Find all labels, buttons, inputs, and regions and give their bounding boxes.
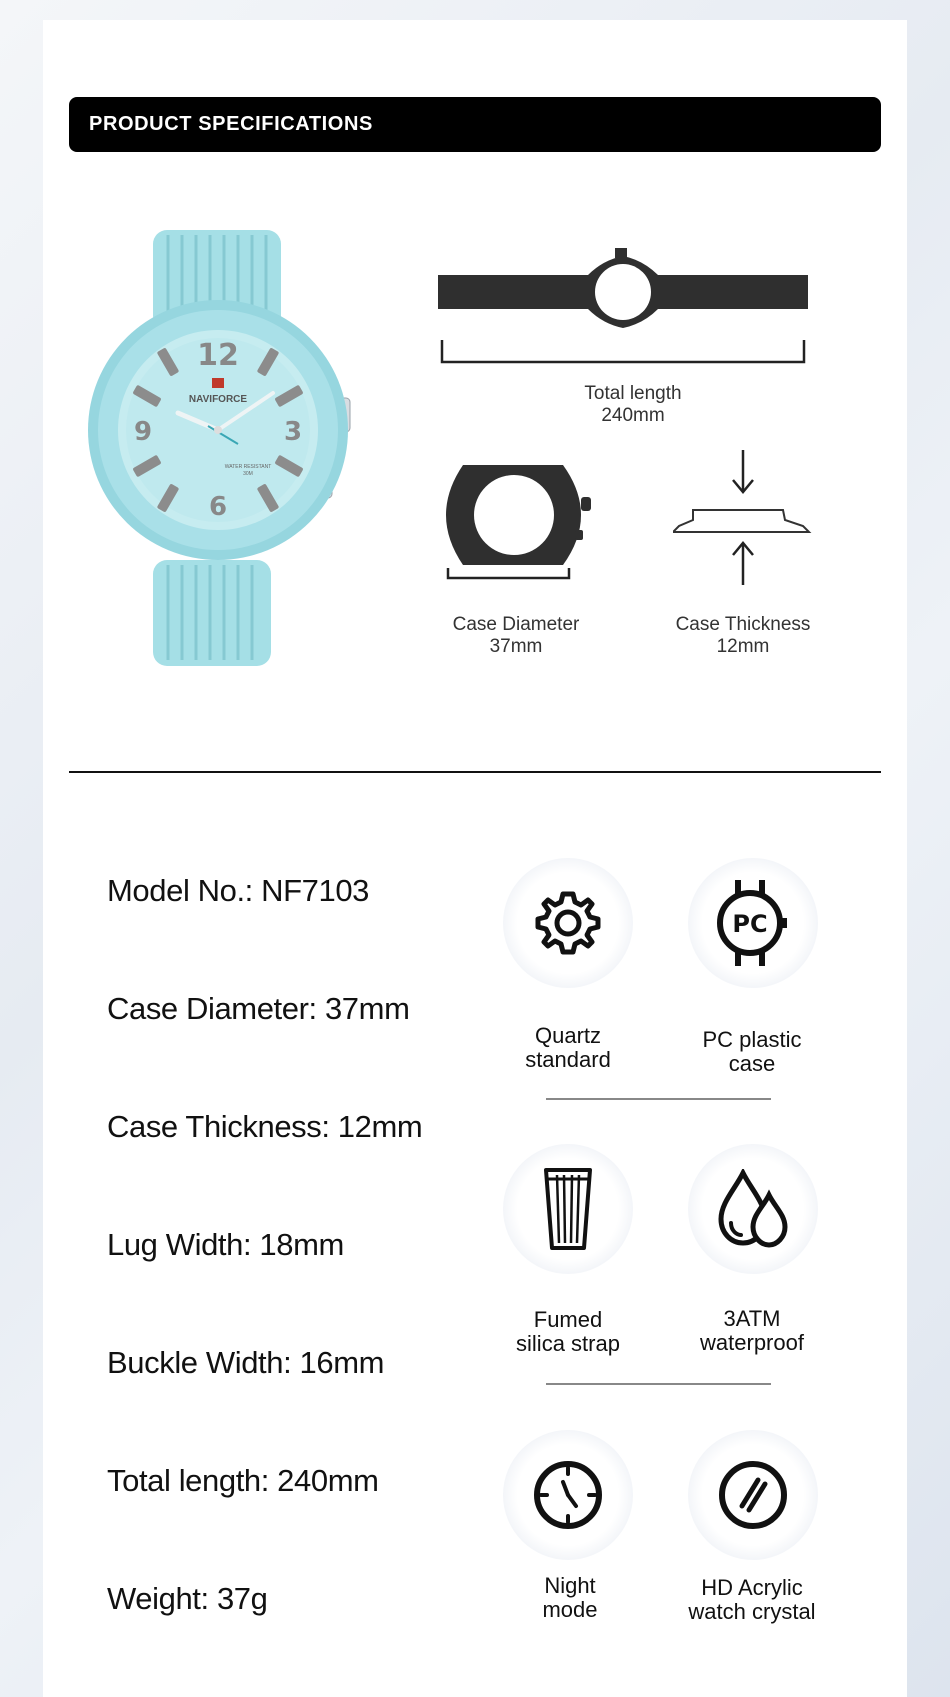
strap-icon (543, 1167, 593, 1251)
spec-total-length: Total length: 240mm (107, 1463, 379, 1498)
case-thickness-diagram (673, 450, 813, 590)
dial-3-numeral: 3 (283, 417, 303, 447)
feature-crystal-label: HD Acrylic watch crystal (688, 1575, 816, 1624)
feature-strap-label: Fumed silica strap (516, 1307, 620, 1356)
pc-icon-text: PC (732, 910, 768, 938)
feature-strap-circle (503, 1144, 633, 1274)
feature-waterproof-label: 3ATM waterproof (700, 1306, 804, 1355)
dial-6-numeral: 6 (208, 492, 228, 522)
feature-quartz-label: Quartz standard (525, 1023, 611, 1072)
dial-9-numeral: 9 (133, 417, 153, 447)
watch-product-image (88, 230, 363, 670)
feature-divider-1 (546, 1098, 771, 1100)
dial-brand-text: NAVIFORCE (188, 394, 248, 405)
feature-night-mode-label: Night mode (542, 1573, 598, 1622)
total-length-diagram (438, 242, 838, 372)
dial-12-numeral: 12 (197, 338, 239, 373)
spec-case-thickness: Case Thickness: 12mm (107, 1109, 423, 1144)
spec-header-title: PRODUCT SPECIFICATIONS (89, 113, 373, 135)
dial-water-text: WATER RESISTANT (224, 464, 272, 470)
feature-crystal-circle (688, 1430, 818, 1560)
spec-card (43, 20, 907, 1697)
feature-waterproof-circle (688, 1144, 818, 1274)
spec-lug-width: Lug Width: 18mm (107, 1227, 344, 1262)
section-divider (69, 771, 881, 773)
spec-model: Model No.: NF7103 (107, 873, 369, 908)
case-diameter-diagram (443, 450, 593, 590)
spec-buckle-width: Buckle Width: 16mm (107, 1345, 385, 1380)
feature-night-mode-circle (503, 1430, 633, 1560)
dial-depth-text: 30M (243, 471, 253, 477)
feature-quartz-circle (503, 858, 633, 988)
total-length-label: Total length 240mm (584, 383, 682, 426)
spec-weight: Weight: 37g (107, 1581, 268, 1616)
feature-divider-2 (546, 1383, 771, 1385)
crystal-icon (716, 1458, 790, 1532)
pc-case-icon (713, 878, 793, 968)
water-drops-icon (713, 1169, 793, 1249)
case-diameter-label: Case Diameter 37mm (452, 614, 580, 657)
feature-pc-case-circle (688, 858, 818, 988)
gear-icon (533, 888, 603, 958)
clock-icon (531, 1458, 605, 1532)
spec-case-diameter: Case Diameter: 37mm (107, 991, 410, 1026)
spec-header-bar (69, 97, 881, 152)
feature-pc-case-label: PC plastic case (702, 1027, 802, 1076)
case-thickness-label: Case Thickness 12mm (675, 614, 811, 657)
